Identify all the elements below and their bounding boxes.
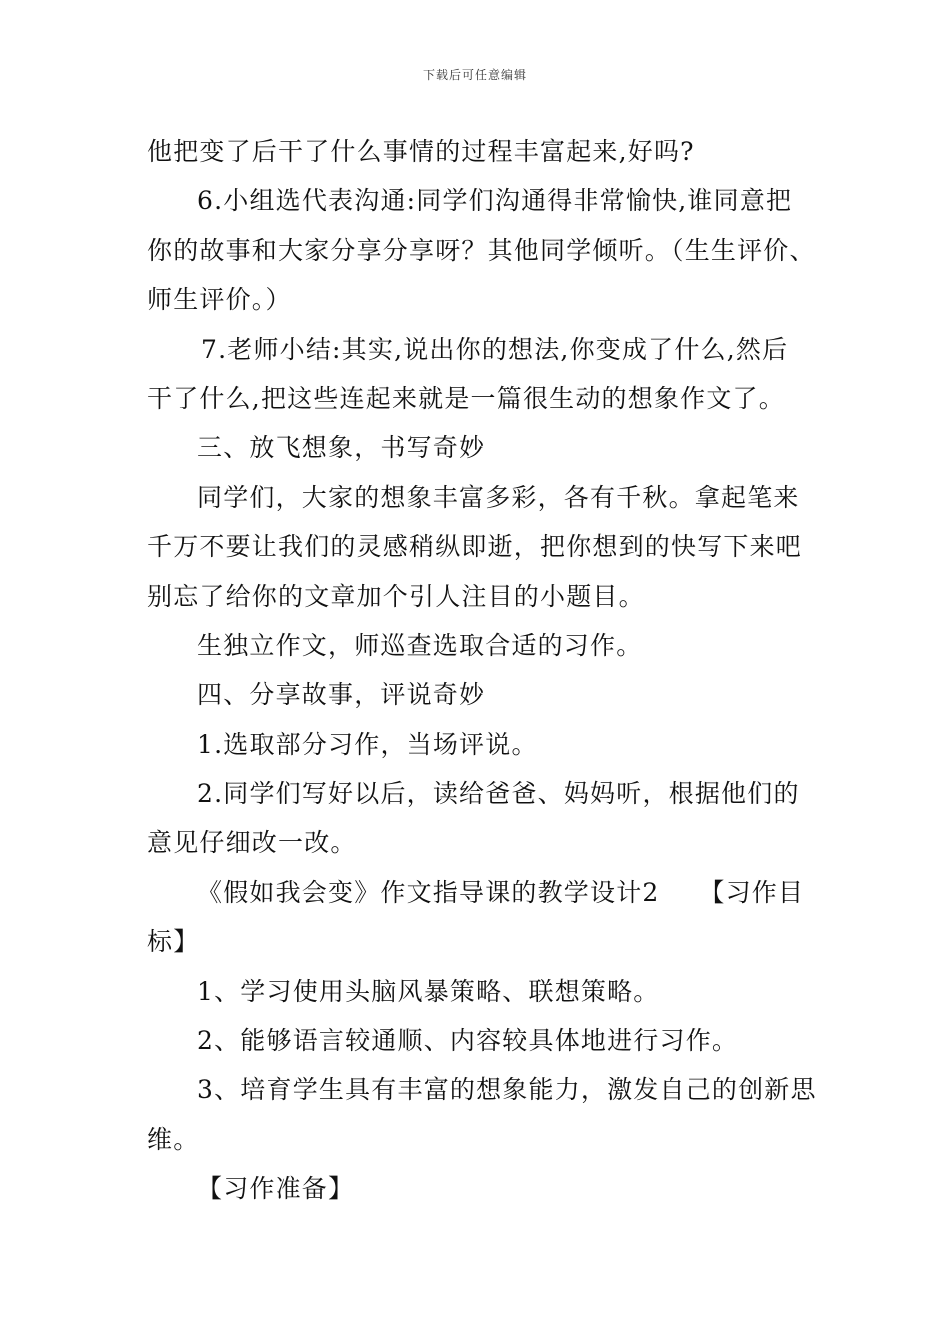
text-line: 生独立作文，师巡查选取合适的习作。 — [197, 630, 643, 660]
text-line: 意见仔细改一改。 — [147, 828, 357, 858]
text-line: 干了什么,把这些连起来就是一篇很生动的想象作文了。 — [147, 383, 785, 413]
section-heading: 三、放飞想象，书写奇妙 — [197, 433, 486, 463]
text-line: 别忘了给你的文章加个引人注目的小题目。 — [147, 581, 645, 611]
text-line: 2、能够语言较通顺、内容较具体地进行习作。 — [197, 1026, 739, 1056]
text-line: 6.小组选代表沟通:同学们沟通得非常愉快,谁同意把 — [197, 186, 793, 216]
text-line: 2.同学们写好以后，读给爸爸、妈妈听，根据他们的 — [197, 779, 800, 809]
document-body — [147, 127, 817, 1214]
page-header: 下载后可任意编辑 — [422, 68, 527, 82]
text-line: 《假如我会变》作文指导课的教学设计2 【习作目 — [197, 877, 805, 907]
text-line: 师生评价。） — [147, 285, 292, 315]
text-line: 7.老师小结:其实,说出你的想法,你变成了什么,然后 — [201, 334, 789, 364]
text-line: 他把变了后干了什么事情的过程丰富起来,好吗? — [147, 137, 695, 166]
text-line: 你的故事和大家分享分享呀？其他同学倾听。（生生评价、 — [147, 235, 816, 265]
text-line: 同学们，大家的想象丰富多彩，各有千秋。拿起笔来 — [197, 482, 800, 512]
text-line: 千万不要让我们的灵感稍纵即逝，把你想到的快写下来吧 — [147, 532, 803, 562]
section-heading: 四、分享故事，评说奇妙 — [197, 680, 486, 710]
text-line: 3、培育学生具有丰富的想象能力，激发自己的创新思 — [197, 1075, 817, 1105]
text-line: 标】 — [147, 927, 200, 957]
section-heading: 【习作准备】 — [197, 1174, 355, 1204]
text-line: 1.选取部分习作，当场评说。 — [197, 729, 538, 759]
text-line: 维。 — [147, 1124, 200, 1154]
text-line: 1、学习使用头脑风暴策略、联想策略。 — [197, 976, 660, 1006]
